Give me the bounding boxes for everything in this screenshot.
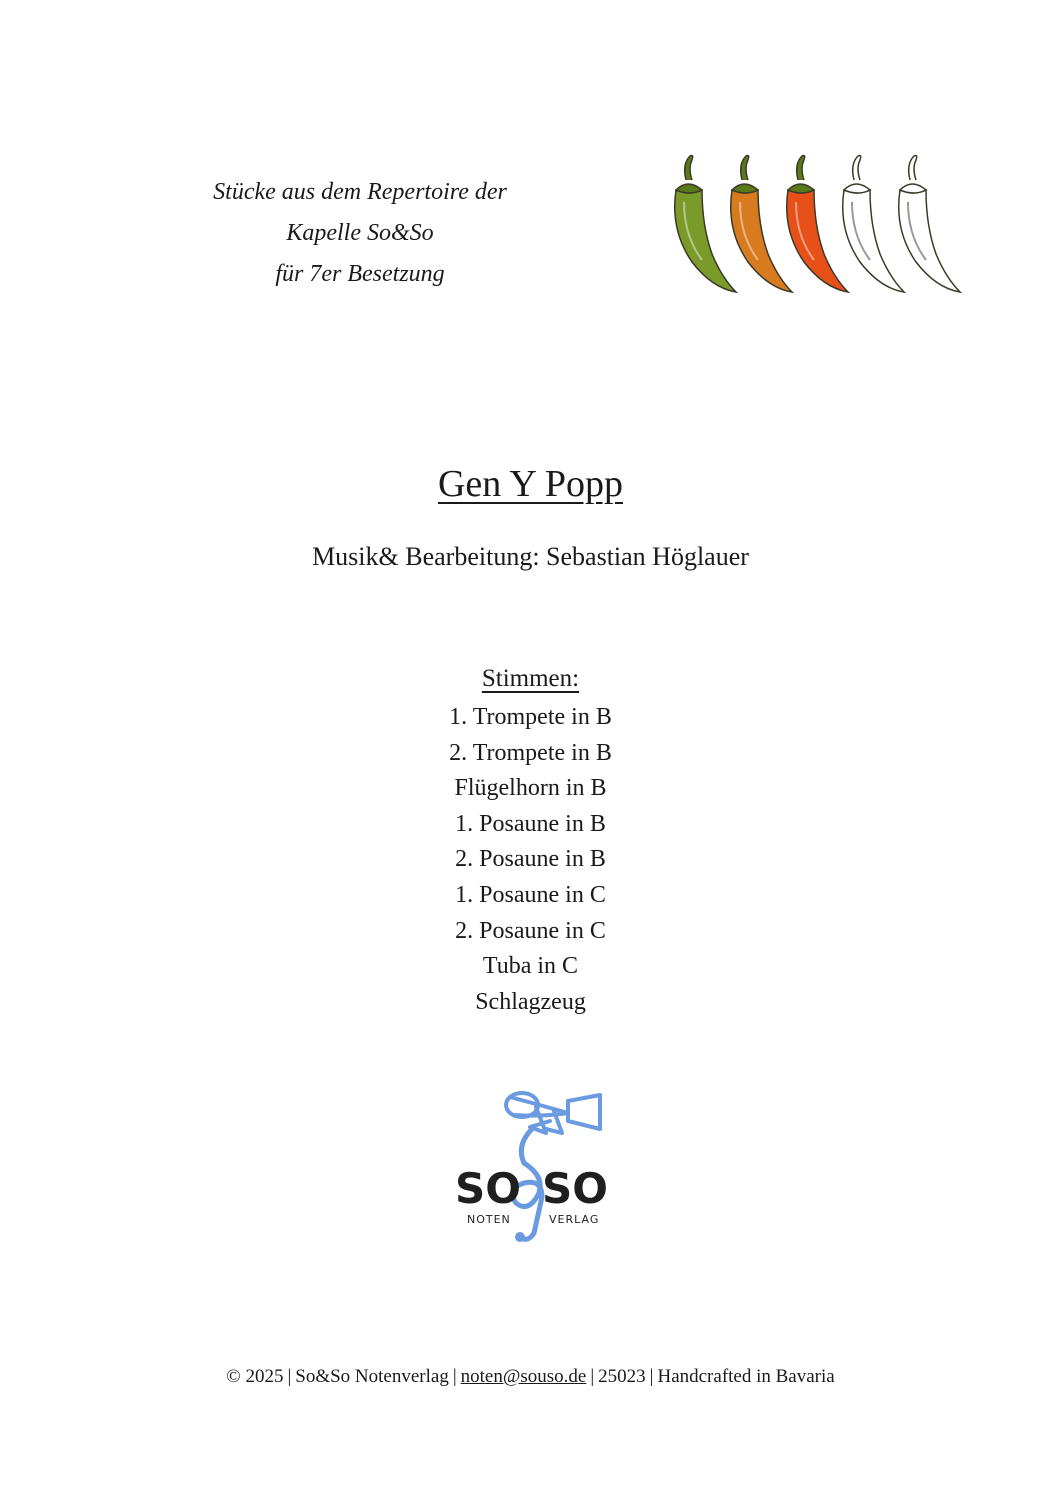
intro-line: Kapelle So&So xyxy=(286,220,434,246)
part-item: 1. Posaune in B xyxy=(455,810,606,837)
footer-tagline: Handcrafted in Bavaria xyxy=(657,1366,835,1387)
parts-list xyxy=(0,700,1061,1020)
chili-pepper-filled-icon xyxy=(731,156,792,293)
parts-heading: Stimmen: xyxy=(481,665,580,692)
footer: © 2025 | So&So Notenverlag | noten@souso.de | 25023 | Handcrafted in Bavaria xyxy=(226,1366,835,1387)
chili-heat-rating xyxy=(660,150,970,300)
part-item: 2. Trompete in B xyxy=(449,739,612,766)
footer-email-link[interactable]: noten@souso.de xyxy=(460,1366,587,1387)
part-item: Tuba in C xyxy=(482,953,579,980)
piece-title: Gen Y Popp xyxy=(437,463,624,505)
part-item: Flügelhorn in B xyxy=(454,775,607,802)
logo-word-left: SO xyxy=(455,1164,521,1213)
footer-copyright: © 2025 xyxy=(226,1366,284,1387)
intro-text xyxy=(160,172,560,295)
part-item: 1. Posaune in C xyxy=(455,881,606,908)
chili-pepper-filled-icon xyxy=(675,156,736,293)
logo-sub-right: VERLAG xyxy=(549,1213,600,1226)
part-item: 1. Trompete in B xyxy=(449,704,612,730)
trumpet-icon xyxy=(506,1093,600,1133)
chili-pepper-filled-icon xyxy=(787,156,848,293)
composer-credit: Musik& Bearbeitung: Sebastian Höglauer xyxy=(312,542,749,571)
logo-sub-left: NOTEN xyxy=(467,1213,511,1226)
chili-pepper-outline-icon xyxy=(899,156,960,293)
parts-section xyxy=(0,660,1061,1020)
footer-publisher: So&So Notenverlag xyxy=(295,1366,449,1387)
part-item: 2. Posaune in C xyxy=(455,917,606,944)
intro-line: für 7er Besetzung xyxy=(275,261,445,287)
logo-word-right: SO xyxy=(542,1164,608,1213)
chili-pepper-outline-icon xyxy=(843,156,904,293)
footer-number: 25023 xyxy=(598,1366,646,1387)
part-item: 2. Posaune in B xyxy=(455,846,606,873)
publisher-logo xyxy=(450,1085,610,1245)
intro-line: Stücke aus dem Repertoire der xyxy=(213,179,507,205)
part-item: Schlagzeug xyxy=(475,988,586,1015)
